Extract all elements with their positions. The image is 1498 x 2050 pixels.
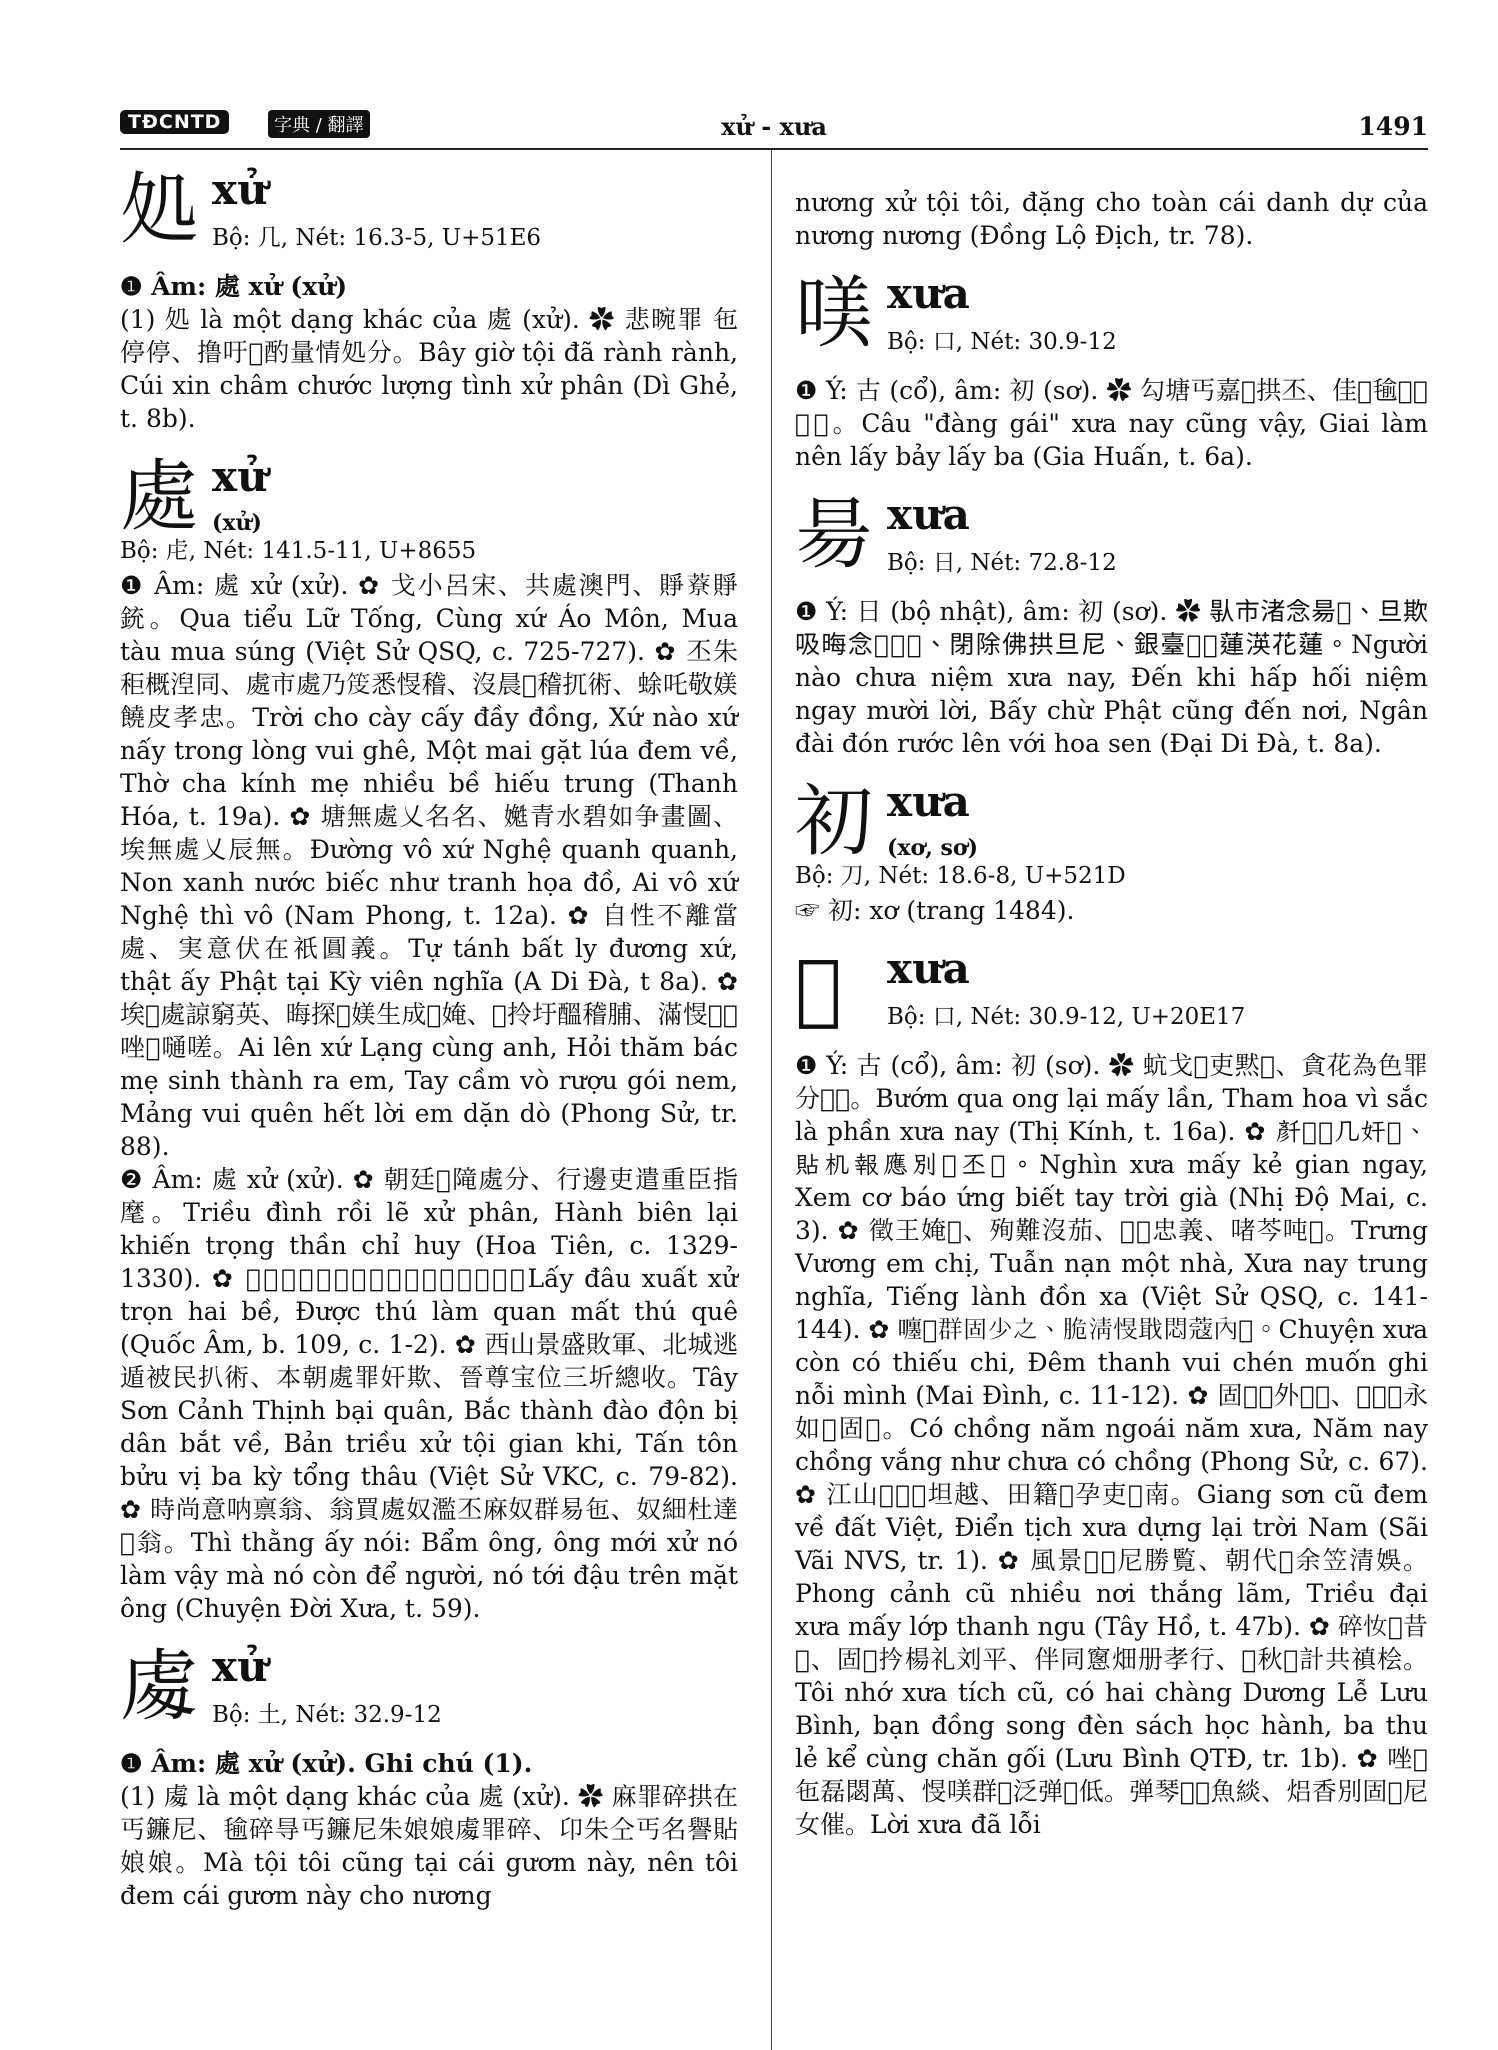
entry-meta: Bộ: 口, Nét: 30.9-12, U+20E17 (887, 1004, 1246, 1030)
entry-character: 初 (795, 777, 874, 867)
entry-headword: xưa (887, 269, 970, 318)
entry-character: 𠸗 (795, 944, 842, 1034)
entry-headword: xưa (887, 777, 970, 826)
entry-sense: ❶ Ý: 古 (cổ), âm: 初 (sơ). ✿ 勾塘丐嘉𠺥拱丕、佳𡗶毺𥘷𠄩𥘷𠀧。Câu "đàng gái" xưa nay cũng vậy, Giai làm nên lấy bảy lấy ba (Gia Huấn, t. 6a). (795, 376, 1428, 471)
entry-meta: Bộ: 日, Nét: 72.8-12 (887, 550, 1117, 576)
left-column (120, 162, 738, 1926)
page-header (120, 108, 1428, 150)
entry-sense: ❶ Âm: 處 xử (xử). ✿ 戈小呂宋、共處澳門、𧶄𦼔𧶄銃。Qua tiểu Lữ Tống, Cùng xứ Áo Môn, Mua tàu mua súng (Việt Sử QSQ, c. 725-727). ✿ 丕朱秬概湼同、處市處乃𤿤悉㥗稽、沒晨𢯝稽扤術、蜍吒敬媄饒皮孝忠。Trời cho cày cấy đầy đồng, Xứ nào xứ nấy trong lòng vui ghê, Một mai gặt lúa đem về, Thờ cha kính mẹ nhiều bề hiếu trung (Thanh Hóa, t. 19a). ✿ 塘無處乂名名、嬔青水碧如争畫圖、埃無處乂辰無。Đường vô xứ Nghệ quanh quanh, Non xanh nước biếc như tranh họa đồ, Ai vô xứ Nghệ thì vô (Nam Phong, t. 12a). ✿ 自性不離當處、実意伏在祇圓義。Tự tánh bất ly đương xứ, thật ấy Phật tại Kỳ viên nghĩa (A Di Đà, t 8a). ✿ 埃𨖲處諒窮英、晦探𢘾媄生成𡥵㛪、𨔈拎圩醞稽脯、滿㥗𢯝𠲤唑𠸒嗵嗟。Ai lên xứ Lạng cùng anh, Hỏi thăm bác mẹ sinh thành ra em, Tay cầm vò rượu gói nem, Mảng vui quên hết lời em dặn dò (Phong Sử, tr. 88). (120, 571, 738, 1161)
entry-meta: Bộ: 口, Nét: 30.9-12 (887, 329, 1117, 355)
continuation-text: nương xử tội tôi, đặng cho toàn cái danh dự của nương nương (Đồng Lộ Địch, tr. 78). (795, 188, 1428, 250)
entry-character: 䖏 (120, 1642, 199, 1732)
entry-xua-4 (795, 941, 1428, 1841)
entry-headword: xử (212, 165, 268, 214)
entry-sense: ❷ Âm: 處 xử (xử). ✿ 朝廷𦋦𨻫處分、行邊吏遣重臣指麾。Triều đình rồi lẽ xử phân, Hành biên lại khiến trọng thần chỉ huy (Hoa Tiên, c. 1329-1330). ✿ 𢬣𠱊出處論𠃣皮、特趣𡗶官秩趣圭。Lấy đâu xuất xử trọn hai bề, Được thú làm quan mất thú quê (Quốc Âm, b. 109, c. 1-2). ✿ 西山景盛敗軍、北城逃遁被民扒術、本朝處罪奸欺、晉尊宝位三圻總收。Tây Sơn Cảnh Thịnh bại quân, Bắc thành đào độn bị dân bắt về, Bản triều xử tội gian khi, Tấn tôn bửu vị ba kỳ tổng thâu (Việt Sử VKC, c. 79-82). ✿ 時尚意呐禀翁、翁買處奴濫丕麻奴群易㐌、奴細杜達𡬈翁。Thì thằng ấy nói: Bẩm ông, ông mới xử nó làm vậy mà nó còn để người, nó tới đậu trên mặt ông (Chuyện Đời Xưa, t. 59). (120, 1165, 738, 1623)
entry-headword: xử (212, 452, 268, 501)
column-divider (771, 150, 772, 2050)
entry-xu-1 (120, 162, 738, 435)
right-column (795, 186, 1428, 1855)
entry-xua-2 (795, 487, 1428, 760)
entry-xua-1 (795, 266, 1428, 473)
entry-sense: ❶ Ý: 古 (cổ), âm: 初 (sơ). ✿ 蚢戈𡗉吏黙𢈱、貪花為色罪分𠸗𣈗。Bướm qua ong lại mấy lần, Tham hoa vì sắc là phần xưa nay (Thị Kính, t. 16a). ✿ 𠦳𠸗𡗉几奸𣦍、貼机報應別𢬣丕𦓅。Nghìn xưa mấy kẻ gian ngay, Xem cơ báo ứng biết tay trời già (Nhị Độ Mai, c. 3). ✿ 徵王㛪𡛔、殉難沒茄、𠸗𣈗忠義、啫芩吨𠽮。Trưng Vương em chị, Tuẫn nạn một nhà, Xưa nay trung nghĩa, Tiếng lành đồn xa (Việt Sử QSQ, c. 141-144). ✿ 𡃚𠸗群固少之、脆清㥗戢悶蔻內𨉟。Chuyện xưa còn có thiếu chi, Đêm thanh vui chén muốn ghi nỗi mình (Mai Đình, c. 11-12). ✿ 固𠁀𢆥外𢆥𠸗、𢆥𣈗𠁀永如𦟐固𠁀。Có chồng năm ngoái năm xưa, Năm nay chồng vắng như chưa có chồng (Phong Sử, c. 67). ✿ 江山𡳵𠖈𣳔坦越、田籍𠸗孕吏𡗶南。Giang sơn cũ đem về đất Việt, Điển tịch xưa dựng lại trời Nam (Sãi Vãi NVS, tr. 1). ✿ 風景𡳵𢬭尼勝覧、朝代𠸗余笠清娛。Phong cảnh cũ nhiều nơi thắng lãm, Triều đại xưa mấy lớp thanh ngu (Tây Hồ, t. 47b). ✿ 碎𢖵𠸗昔𡳵、固𠄩扲楊礼刘平、伴同窻畑册孝行、𣈘秋𢬣計共禛桧。Tôi nhớ xưa tích cũ, có hai chàng Dương Lễ Lưu Bình, bạn đồng song đèn sách học hành, ba thu lẻ kể cùng chăn gối (Lưu Bình QTĐ, tr. 1b). ✿ 唑𠸗㐌磊閟萬、㥗𠸍群𡛔泛弹𢪀低。弹琴𥫊𦰤魚緂、焒香別固𠢞尼女催。Lời xưa đã lỗi (795, 1051, 1428, 1839)
entry-headword: xử (212, 1642, 268, 1691)
entry-character: 処 (120, 165, 199, 255)
running-title: xử - xưa (721, 112, 827, 141)
publisher-logo: TĐCNTD (120, 110, 229, 134)
entry-meta: Bộ: 虍, Nét: 141.5-11, U+8655 (120, 538, 477, 564)
entry-character: 昜 (795, 490, 874, 580)
entry-meta: Bộ: 刀, Nét: 18.6-8, U+521D (795, 863, 1126, 889)
entry-meta: Bộ: 土, Nét: 32.9-12 (212, 1702, 442, 1728)
entry-sense: (1) 䖏 là một dạng khác của 處 (xử). ✿ 麻罪碎拱在丐鐮尼、毺碎㝵丐鐮尼朱娘娘䖏罪碎、卬朱仝丐名譽貼娘娘。Mà tội tôi cũng tại cái gươm này, nên tôi đem cái gươm này cho nương (120, 1782, 738, 1910)
entry-character: 處 (120, 452, 199, 542)
entry-headword: xưa (887, 490, 970, 539)
entry-alt-reading: (xơ, sơ) (887, 835, 978, 861)
entry-sense: ❶ Âm: 處 xử (xử) (120, 272, 348, 301)
entry-character: 𠸍 (795, 269, 874, 359)
series-logo: 字典 / 翻譯 (268, 110, 370, 138)
entry-meta: Bộ: 几, Nét: 16.3-5, U+51E6 (212, 225, 542, 251)
entry-sense: ❶ Ý: 日 (bộ nhật), âm: 初 (sơ). ✿ 𠊛市渚念昜𣈗、旦欺吸晦念𧦕𨖅𡛤、閉除佛拱旦尼、銀臺𨕭𨖅蓮渶花蓮。Người nào chưa niệm xưa nay, Đến khi hấp hối niệm ngay mười lời, Bấy chừ Phật cũng đến nơi, Ngân đài đón rước lên với hoa sen (Đại Di Đà, t. 8a). (795, 597, 1428, 758)
page-number: 1491 (1358, 112, 1428, 141)
entry-xu-3 (120, 1639, 738, 1912)
entry-xu-2 (120, 449, 738, 1625)
entry-headword: xưa (887, 944, 970, 993)
entry-alt-reading: (xử) (212, 510, 262, 536)
entry-sense: ❶ Âm: 處 xử (xử). Ghi chú (1). (120, 1749, 533, 1778)
entry-xua-3 (795, 774, 1428, 927)
entry-sense: (1) 処 là một dạng khác của 處 (xử). ✿ 悲晼罪 㐌停停、撸吁𦖑酌量情処分。Bây giờ tội đã rành rành, Cúi xin châm chước lượng tình xử phân (Dì Ghẻ, t. 8b). (120, 305, 738, 433)
entry-cross-reference: ☞ 初: xơ (trang 1484). (795, 896, 1075, 925)
